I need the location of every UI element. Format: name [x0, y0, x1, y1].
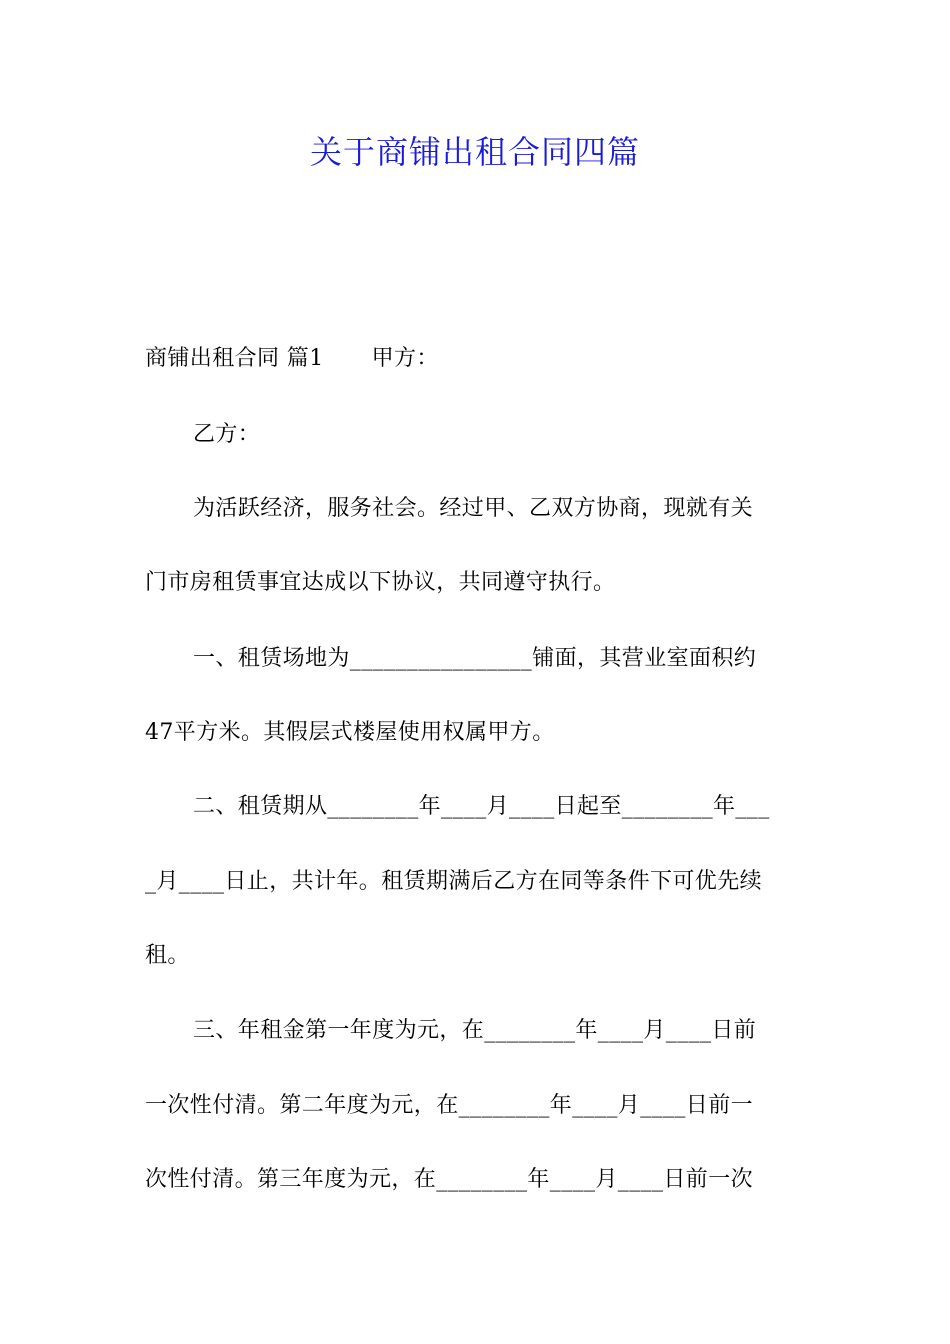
- paragraph-line: 次性付清。第三年度为元，在________年____月____日前一次: [145, 1167, 754, 1192]
- paragraph-line: 门市房租赁事宜达成以下协议，共同遵守执行。: [145, 570, 616, 595]
- paragraph-line: 三、年租金第一年度为元，在________年____月____日前: [193, 1018, 757, 1043]
- paragraph-line: 二、租赁期从________年____月____日起至________年___: [193, 794, 770, 819]
- section-heading-line: [145, 343, 810, 375]
- section-heading: 商铺出租合同 篇1: [145, 346, 324, 371]
- paragraph-line: 为活跃经济，服务社会。经过甲、乙双方协商，现就有关: [193, 496, 754, 521]
- paragraph-line: 一次性付清。第二年度为元，在________年____月____日前一: [145, 1093, 754, 1118]
- party-b-label: 乙方：: [193, 422, 261, 447]
- paragraph-line: _月____日止，共计年。租赁期满后乙方在同等条件下可优先续: [145, 869, 763, 894]
- document-title: 关于商铺出租合同四篇: [309, 133, 640, 171]
- party-a-label: 甲方：: [371, 346, 439, 371]
- paragraph-line: 一、租赁场地为________________铺面，其营业室面积约: [193, 646, 757, 671]
- paragraph-line: 47平方米。其假层式楼屋使用权属甲方。: [145, 720, 555, 745]
- paragraph-line: 租。: [145, 943, 190, 968]
